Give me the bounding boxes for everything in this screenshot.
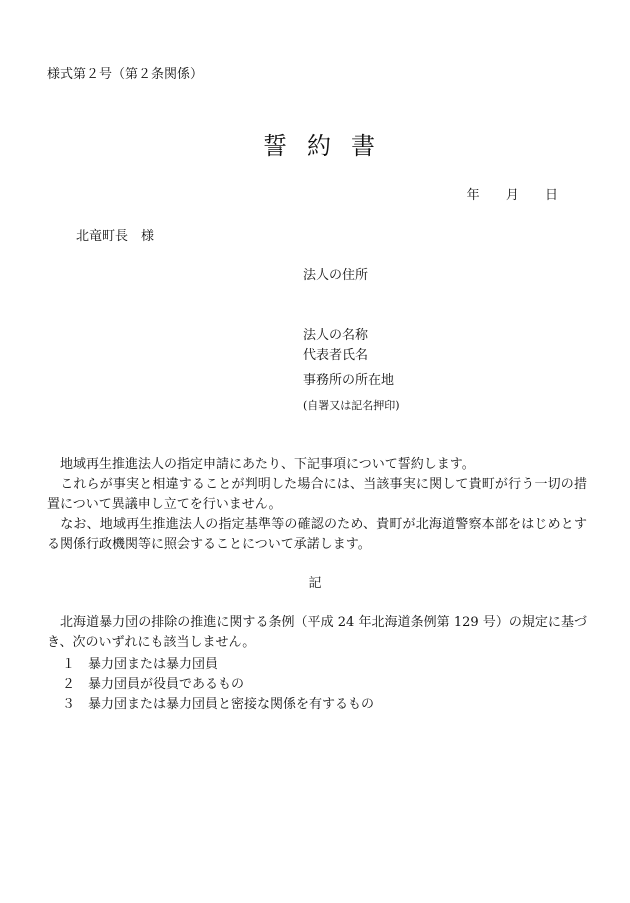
condition-text: 北海道暴力団の排除の推進に関する条例（平成 24 年北海道条例第 129 号）の規定に基づき、次のいずれにも該当しません。 (47, 615, 587, 650)
declaration-text (47, 455, 587, 555)
list-item-text: 暴力団または暴力団員 (88, 657, 219, 672)
list-item-text: 暴力団または暴力団員と密接な関係を有するもの (88, 697, 375, 712)
date-year: 年 (466, 188, 480, 203)
list-item-number: ３ (62, 697, 76, 712)
field-corp-name: 法人の名称 (303, 328, 369, 343)
declaration-paragraph: これらが事実と相違することが判明した場合には、当該事実に関して貴町が行う一切の措置について異議申し立てを行いません。 (47, 477, 587, 512)
list-item (62, 696, 374, 713)
declaration-paragraph: なお、地域再生推進法人の指定基準等の確認のため、貴町が北海道警察本部をはじめとする関係行政機関等に照会することについて承諾します。 (47, 517, 587, 552)
document-title: 誓約書 (263, 132, 395, 160)
signature-note: (自署又は記名押印) (303, 399, 400, 412)
date-day: 日 (544, 188, 558, 203)
field-office-location: 事務所の所在地 (303, 373, 395, 388)
declaration-paragraph: 地域再生推進法人の指定申請にあたり、下記事項について誓約します。 (60, 457, 475, 472)
ki-heading: 記 (308, 576, 322, 591)
addressee: 北竜町長 様 (76, 229, 155, 244)
form-number: 様式第２号（第２条関係） (47, 67, 204, 82)
list-item-text: 暴力団員が役員であるもの (88, 677, 245, 692)
date-month: 月 (505, 188, 519, 203)
list-item (62, 676, 244, 693)
list-item (62, 656, 218, 673)
list-item-number: ２ (62, 677, 76, 692)
field-representative: 代表者氏名 (303, 348, 369, 363)
date-line (445, 187, 558, 204)
field-corp-address: 法人の住所 (303, 268, 369, 283)
list-item-number: １ (62, 657, 76, 672)
